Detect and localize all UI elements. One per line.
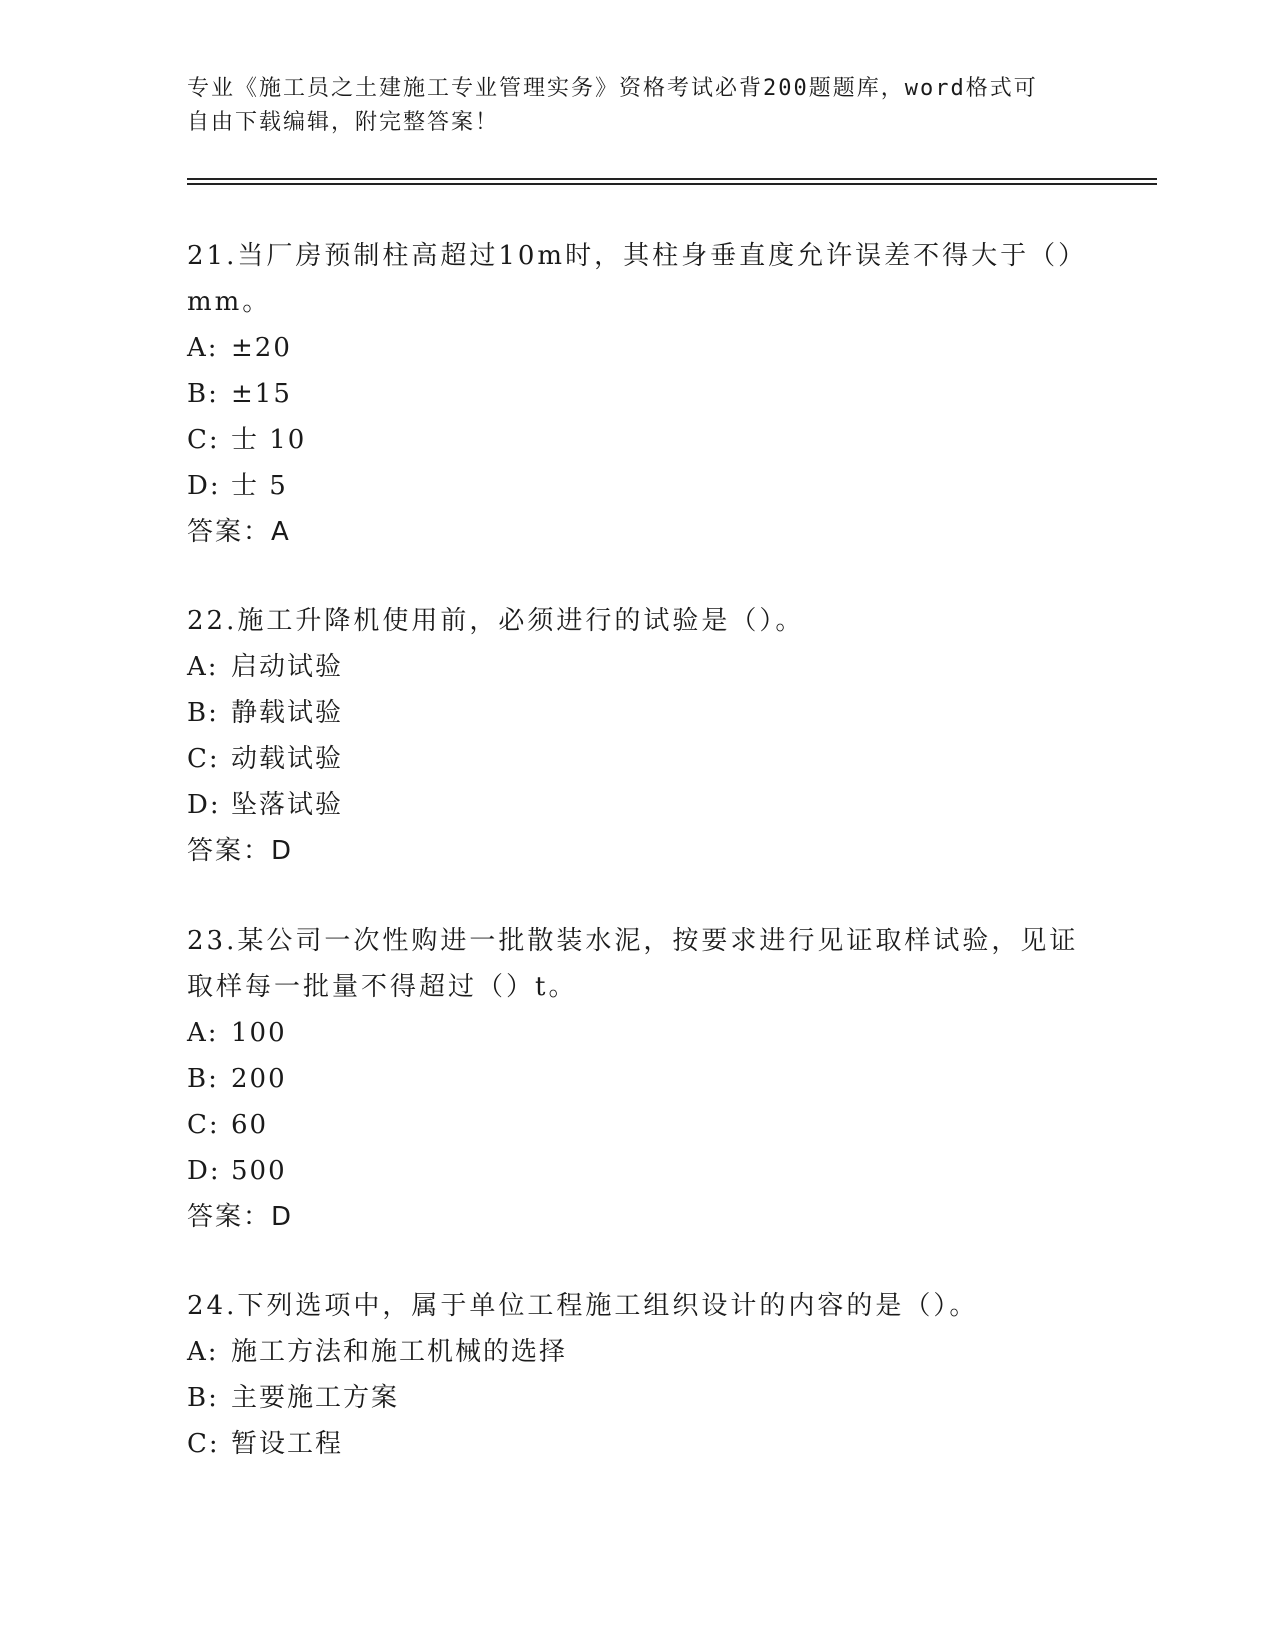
option-d	[187, 782, 1087, 828]
option-text: 坠落试验	[231, 790, 344, 820]
option-b	[187, 690, 1087, 736]
option-text: 60	[231, 1110, 269, 1140]
option-a	[187, 1010, 1087, 1056]
option-text: ±15	[231, 379, 292, 409]
option-d	[187, 1148, 1087, 1194]
question-stem-line-1: 24.下列选项中，属于单位工程施工组织设计的内容的是（）。	[187, 1291, 979, 1321]
option-b	[187, 1375, 1087, 1421]
option-key: A:	[187, 333, 219, 363]
option-key: C:	[187, 425, 220, 455]
question-stem-line-2: mm。	[187, 287, 272, 317]
header-divider-bottom	[187, 183, 1157, 185]
option-key: C:	[187, 1429, 220, 1459]
header-divider-top	[187, 178, 1157, 180]
question-21	[187, 233, 1087, 555]
option-key: D:	[187, 471, 221, 501]
option-text: 200	[231, 1064, 287, 1094]
question-stem-line-1: 23.某公司一次性购进一批散装水泥，按要求进行见证取样试验，见证	[187, 926, 1079, 956]
answer-line: 答案：D	[187, 1202, 294, 1232]
option-key: D:	[187, 790, 221, 820]
option-c	[187, 1421, 1087, 1467]
option-a	[187, 325, 1087, 371]
option-key: A:	[187, 652, 219, 682]
option-key: B:	[187, 1383, 219, 1413]
option-text: 士 5	[231, 471, 288, 501]
option-c	[187, 736, 1087, 782]
option-text: 静载试验	[231, 698, 344, 728]
option-key: C:	[187, 1110, 220, 1140]
header-line-1: 专业《施工员之土建施工专业管理实务》资格考试必背200题题库，word格式可	[187, 76, 1038, 101]
option-a	[187, 644, 1087, 690]
question-stem-line-1: 21.当厂房预制柱高超过10m时，其柱身垂直度允许误差不得大于（）	[187, 241, 1088, 271]
question-23	[187, 918, 1087, 1240]
option-text: ±20	[231, 333, 292, 363]
option-text: 100	[231, 1018, 287, 1048]
option-key: C:	[187, 744, 220, 774]
option-text: 主要施工方案	[231, 1383, 400, 1413]
option-a	[187, 1329, 1087, 1375]
option-key: D:	[187, 1156, 221, 1186]
question-22	[187, 598, 1087, 874]
option-key: B:	[187, 1064, 219, 1094]
option-b	[187, 1056, 1087, 1102]
option-text: 500	[231, 1156, 287, 1186]
question-stem-line-1: 22.施工升降机使用前，必须进行的试验是（）。	[187, 606, 805, 636]
answer-line: 答案：A	[187, 517, 291, 547]
option-text: 暂设工程	[231, 1429, 344, 1459]
answer-line: 答案：D	[187, 836, 294, 866]
option-key: B:	[187, 698, 219, 728]
option-b	[187, 371, 1087, 417]
option-key: B:	[187, 379, 219, 409]
header-line-2: 自由下载编辑，附完整答案！	[187, 110, 500, 135]
document-header	[187, 72, 1067, 140]
option-d	[187, 463, 1087, 509]
question-stem-line-2: 取样每一批量不得超过（）t。	[187, 972, 578, 1002]
option-text: 士 10	[231, 425, 307, 455]
question-24	[187, 1283, 1087, 1467]
option-text: 启动试验	[231, 652, 344, 682]
option-text: 施工方法和施工机械的选择	[231, 1337, 568, 1367]
option-text: 动载试验	[231, 744, 344, 774]
option-key: A:	[187, 1018, 219, 1048]
option-c	[187, 1102, 1087, 1148]
option-c	[187, 417, 1087, 463]
option-key: A:	[187, 1337, 219, 1367]
